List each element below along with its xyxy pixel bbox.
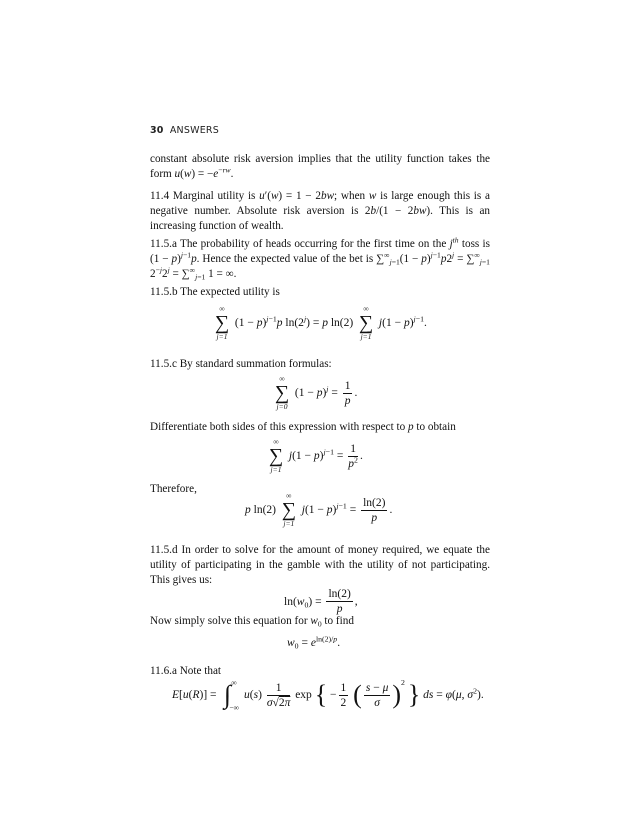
paragraph-11-5-d: 11.5.d In order to solve for the amount of money required, we equate the utility of participating in the gamble with the utility of not participating. This gives us:: [150, 544, 490, 586]
paragraph-therefore: Therefore,: [150, 483, 197, 495]
equation-derivative-sum: ∞ ∑ j=1 $j(1 - p)^{j-1}$ = $\frac{1}{p^2}$ .: [268, 437, 363, 474]
paragraph-11-5-c: 11.5.c By standard summation formulas:: [150, 358, 332, 370]
equation-expected-utility-normal: E[u(R)] = ∞ ∫ −∞ u(s) $\frac{1}{\sigma√2\pi}$ exp { − $\frac{1}{2}$ ( $\frac{s - \mu}{\sigma}$ )$^2$ } ds = φ(μ, $\sigma^2$).: [172, 678, 484, 712]
page-number: 30: [150, 125, 164, 136]
equation-w0: $w_0 = e^{ln(2)/p}$.: [287, 634, 341, 651]
paragraph-differentiate: Differentiate both sides of this expression with respect to p to obtain: [150, 421, 456, 433]
paragraph-cara: [150, 152, 490, 182]
equation-expected-utility: ∞ ∑ j=1 $(1 - p)^{j-1}p$ $\ln(2^j) = p$ ln(2) ∞ ∑ j=1 $j(1 - p)^{j-1}$.: [214, 304, 427, 341]
paragraph-11-5-a: 11.5.a The probability of heads occurring for the first time on the $j^{th}$ toss is $(1 - p)^{j-1}p$. Hence the expected value of the bet is $\sum^\infty_{j=1}(1 - p)^{j-1}p2^j = \sum^\infty_{j=1}$ $2^{-j}2^j = \sum^\infty_{j=1}$ 1 = ∞.: [150, 235, 491, 282]
equation-therefore: p ln(2) ∞ ∑ j=1 $j(1 - p)^{j-1}$ = $\frac{\ln(2)}{p}$ .: [245, 491, 393, 528]
paragraph-11-5-b: 11.5.b The expected utility is: [150, 286, 280, 298]
section-title: ANSWERS: [169, 125, 219, 136]
paragraph-solve: Now simply solve this equation for $w_0$ to find: [150, 615, 354, 629]
paragraph-11-4: 11.4 Marginal utility is u′(w) = 1 − 2bw; when w is large enough this is a negative number. Absolute risk aversion is 2b/(1 − 2bw). This is an increasing function of wealth.: [150, 190, 491, 232]
running-header: [150, 125, 219, 136]
para0-text: constant absolute risk aversion implies that the utility function takes the form $u(w) = -e^{-rw}$.: [150, 153, 490, 180]
equation-geometric-sum: ∞ ∑ j=0 $(1 - p)^j$ = $\frac{1}{p}$ .: [274, 374, 358, 411]
paragraph-11-6-a: 11.6.a Note that: [150, 665, 222, 677]
equation-ln-w0: $\ln(w_0)$ = $\frac{\ln(2)}{p}$ ,: [284, 588, 358, 615]
